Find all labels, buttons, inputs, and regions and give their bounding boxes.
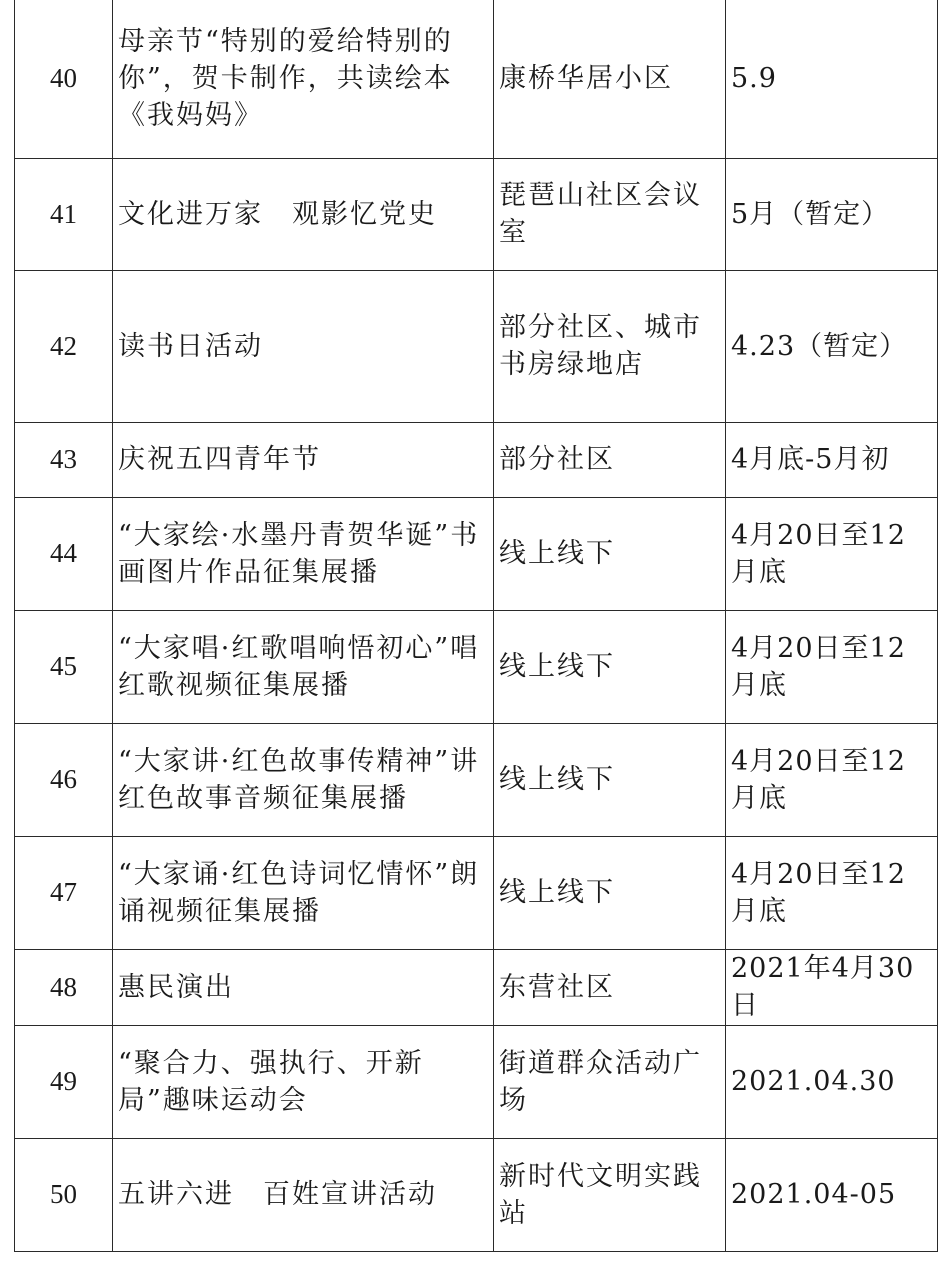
location-cell: 康桥华居小区 xyxy=(494,0,726,158)
table-row xyxy=(15,1138,938,1251)
activity-cell: “大家讲·红色故事传精神”讲红色故事音频征集展播 xyxy=(113,723,494,836)
row-number: 42 xyxy=(15,270,113,422)
time-cell: 2021年4月30日 xyxy=(726,949,938,1025)
table-row xyxy=(15,158,938,270)
table-row xyxy=(15,723,938,836)
activity-cell: “大家唱·红歌唱响悟初心”唱红歌视频征集展播 xyxy=(113,610,494,723)
row-number: 40 xyxy=(15,0,113,158)
activity-cell: “大家绘·水墨丹青贺华诞”书画图片作品征集展播 xyxy=(113,497,494,610)
time-cell: 4月20日至12月底 xyxy=(726,836,938,949)
time-cell: 5月（暂定） xyxy=(726,158,938,270)
time-cell: 4月20日至12月底 xyxy=(726,497,938,610)
time-cell: 5.9 xyxy=(726,0,938,158)
table-row xyxy=(15,0,938,158)
activity-cell: “聚合力、强执行、开新局”趣味运动会 xyxy=(113,1025,494,1138)
activity-schedule-table-container xyxy=(14,0,937,1252)
activity-cell: “大家诵·红色诗词忆情怀”朗诵视频征集展播 xyxy=(113,836,494,949)
time-cell: 4.23（暂定） xyxy=(726,270,938,422)
location-cell: 线上线下 xyxy=(494,497,726,610)
row-number: 41 xyxy=(15,158,113,270)
activity-schedule-table xyxy=(14,0,938,1252)
location-cell: 部分社区 xyxy=(494,422,726,497)
table-row xyxy=(15,270,938,422)
time-cell: 2021.04.30 xyxy=(726,1025,938,1138)
location-cell: 东营社区 xyxy=(494,949,726,1025)
location-cell: 新时代文明实践站 xyxy=(494,1138,726,1251)
activity-cell: 惠民演出 xyxy=(113,949,494,1025)
location-cell: 部分社区、城市书房绿地店 xyxy=(494,270,726,422)
row-number: 48 xyxy=(15,949,113,1025)
activity-cell: 母亲节“特别的爱给特别的你”，贺卡制作，共读绘本《我妈妈》 xyxy=(113,0,494,158)
location-cell: 线上线下 xyxy=(494,836,726,949)
location-cell: 线上线下 xyxy=(494,723,726,836)
table-row xyxy=(15,422,938,497)
time-cell: 2021.04-05 xyxy=(726,1138,938,1251)
table-row xyxy=(15,949,938,1025)
activity-cell: 读书日活动 xyxy=(113,270,494,422)
table-row xyxy=(15,1025,938,1138)
row-number: 44 xyxy=(15,497,113,610)
row-number: 43 xyxy=(15,422,113,497)
activity-cell: 文化进万家 观影忆党史 xyxy=(113,158,494,270)
table-row xyxy=(15,497,938,610)
activity-cell: 庆祝五四青年节 xyxy=(113,422,494,497)
row-number: 46 xyxy=(15,723,113,836)
time-cell: 4月20日至12月底 xyxy=(726,610,938,723)
row-number: 45 xyxy=(15,610,113,723)
row-number: 47 xyxy=(15,836,113,949)
time-cell: 4月底-5月初 xyxy=(726,422,938,497)
table-row xyxy=(15,836,938,949)
activity-cell: 五讲六进 百姓宣讲活动 xyxy=(113,1138,494,1251)
location-cell: 街道群众活动广场 xyxy=(494,1025,726,1138)
row-number: 50 xyxy=(15,1138,113,1251)
location-cell: 琵琶山社区会议室 xyxy=(494,158,726,270)
row-number: 49 xyxy=(15,1025,113,1138)
table-row xyxy=(15,610,938,723)
time-cell: 4月20日至12月底 xyxy=(726,723,938,836)
location-cell: 线上线下 xyxy=(494,610,726,723)
